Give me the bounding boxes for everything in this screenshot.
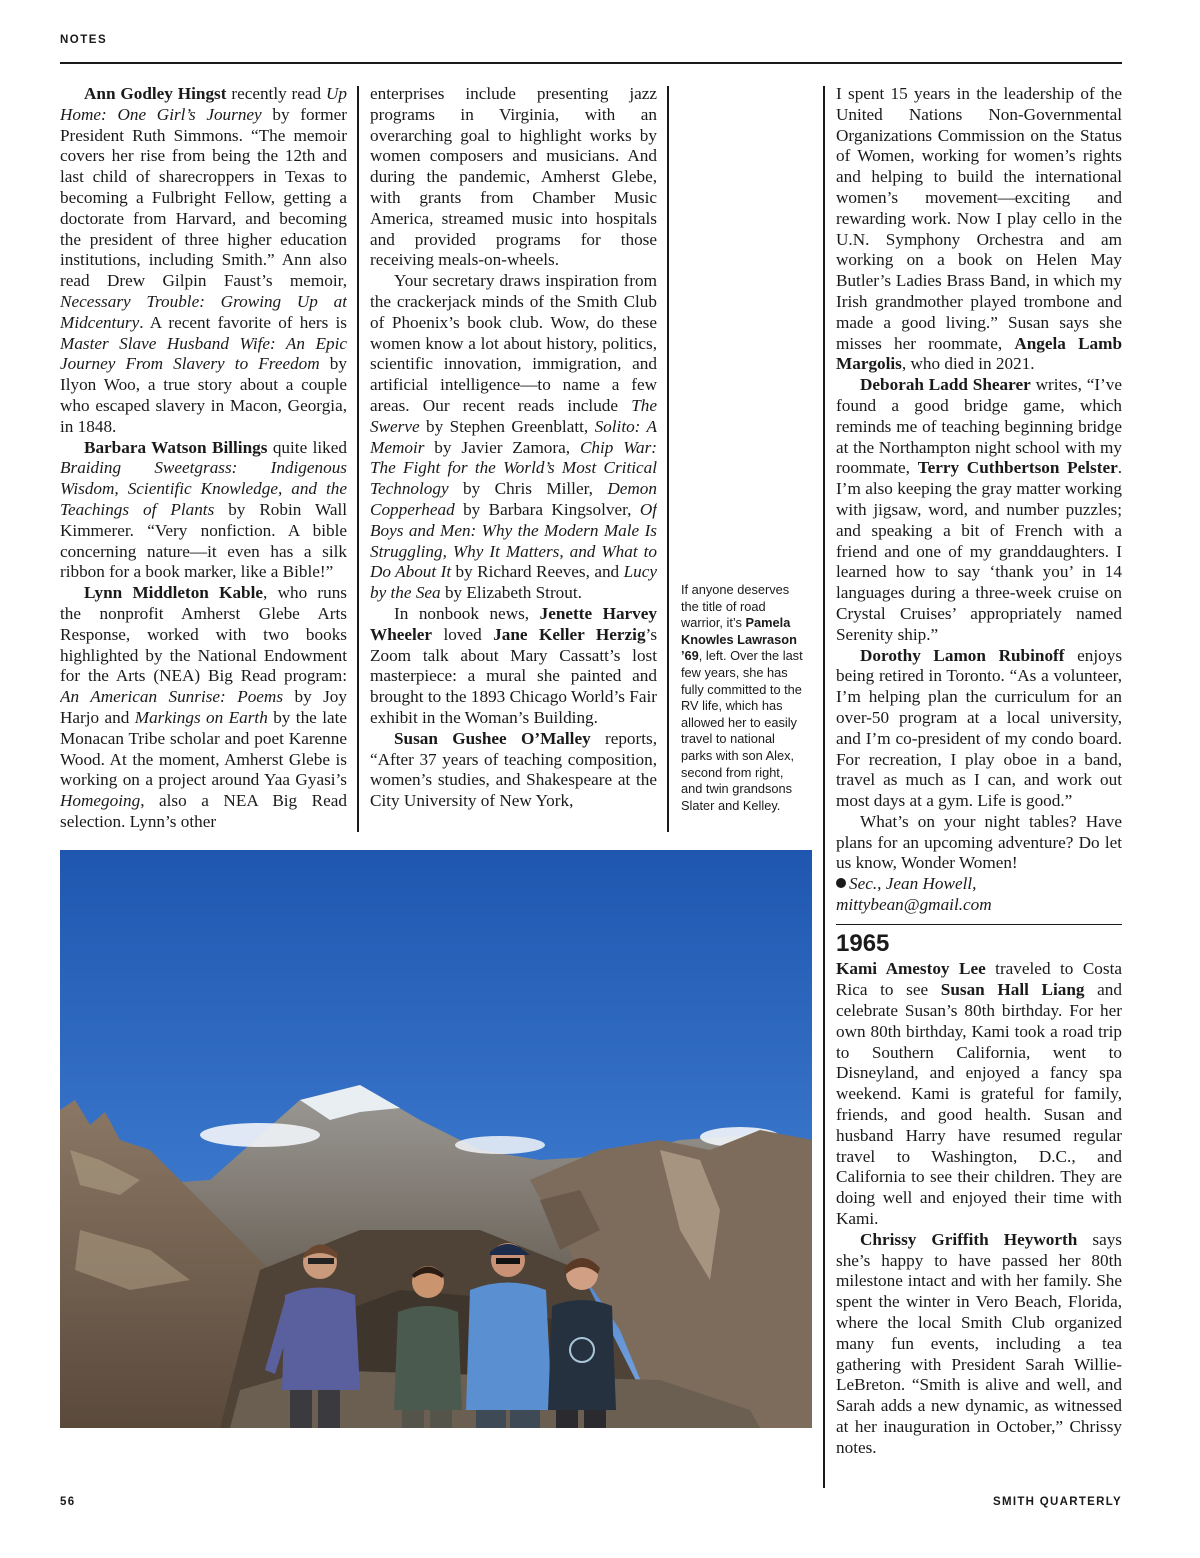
mountain-hikers-photo [60, 850, 812, 1428]
paragraph-book-club: Your secretary draws inspiration from the crackerjack minds of the Smith Club of Phoenix’s book club. Wow, do these women know a lot about history, politics, scientific innovation, immigration, and artificial intelligence—to name a few areas. Our recent reads include The Swerve by Stephen Greenblatt, Solito: A Memoir by Javier Zamora, Chip War: The Fight for the World’s Most Critical Technology by Chris Miller, Demon Copperhead by Barbara Kingsolver, Of Boys and Men: Why the Modern Male Is Struggling, Why It Matters, and What to Do About It by Richard Reeves, and Lucy by the Sea by Elizabeth Strout. [370, 271, 657, 603]
section-label: NOTES [60, 34, 108, 46]
book-title: Of Boys and Men: Why the Modern Male Is Struggling, Why It Matters, and What to Do About It [370, 499, 657, 582]
classmate-name: Ann Godley Hingst [84, 84, 227, 103]
column-1 [60, 84, 347, 838]
paragraph-kable: Lynn Middleton Kable, who runs the nonprofit Amherst Glebe Arts Response, worked with two books highlighted by the National Endowment for the Arts (NEA) Big Read program: An American Sunrise: Poems by Joy Harjo and Markings on Earth by the late Monacan Tribe scholar and poet Karenne Wood. At the moment, Amherst Glebe is working on a project around Yaa Gyasi’s Homegoing, also a NEA Big Read selection. Lynn’s other [60, 583, 347, 831]
caption-name: Pamela Knowles Lawrason ’69 [681, 615, 797, 664]
top-rule [60, 62, 1122, 64]
classmate-name: Jenette Harvey Wheeler [370, 603, 657, 644]
secretary-email[interactable]: mittybean@gmail.com [836, 895, 992, 915]
classmate-name: Lynn Middleton Kable [84, 583, 264, 603]
book-title: Markings on Earth [134, 707, 268, 727]
column-divider-3 [823, 86, 825, 1488]
paragraph-omalley: Susan Gushee O’Malley reports, “After 37 years of teaching composition, women’s studies, and Shakespeare at the City University of New York, [370, 728, 657, 811]
photo-caption: If anyone deserves the title of road warrior, it’s Pamela Knowles Lawrason ’69, left. Over the last few years, she has fully committed to the RV life, which has allowed her to easily travel to national parks with son Alex, second from right, and twin grandsons Slater and Kelley. [681, 582, 803, 813]
classmate-name: Deborah Ladd Shearer [860, 375, 1031, 395]
paragraph-rubinoff: Dorothy Lamon Rubinoff enjoys being retired in Toronto. “As a volunteer, I’m helping plan the curriculum for an over-50 program at a local university, and I’m co-president of my condo board. For recreation, I play oboe in a band, travel as much as I can, and work out most days at a gym. Life is good.” [836, 645, 1122, 811]
secretary-signature: Sec., Jean Howell, mittybean@gmail.com [836, 874, 992, 915]
book-title: Lucy by the Sea [370, 562, 657, 603]
column-divider-2 [667, 86, 669, 832]
book-title: Homegoing [60, 791, 141, 811]
paragraph-billings: Barbara Watson Billings quite liked Braiding Sweetgrass: Indigenous Wisdom, Scientific Knowledge, and the Teachings of Plants by Robin Wall Kimmerer. “Very nonfiction. A bible concerning nature—it even has a silk ribbon for a book marker, like a Bible!” [60, 437, 347, 582]
book-title: The Swerve [370, 395, 657, 436]
paragraph-wheeler: In nonbook news, Jenette Harvey Wheeler loved Jane Keller Herzig’s Zoom talk about Mary Cassatt’s lost masterpiece: a mural she painted and brought to the 1893 Chicago World’s Fair exhibit in the Woman’s Building. [370, 603, 657, 727]
book-title: Necessary Trouble: Growing Up at Midcentury [60, 291, 347, 332]
classmate-name: Terry Cuthbertson Pelster [917, 458, 1118, 478]
class-year-heading: 1965 [836, 930, 890, 958]
paragraph-heyworth: Chrissy Griffith Heyworth says she’s happy to have passed her 80th milestone intact and with her family. She spent the winter in Vero Beach, Florida, where the local Smith Club organized many fun events, including a tea gathering with President Sarah Willie-LeBreton. “Smith is alive and well, and Sarah adds a new dynamic, as witnessed at her inauguration in October,” Chrissy notes. [836, 1229, 1122, 1457]
paragraph-shearer: Deborah Ladd Shearer writes, “I’ve found a good bridge game, which reminds me of teaching beginning bridge at the Northampton night school with my roommate, Terry Cuthbertson Pelster. I’m also keeping the gray matter working with jigsaw, word, and number puzzles; and speaking a bit of French with a friend and one of my granddaughters. I learned how to say ‘thank you’ in 14 languages during a three-week cruise on Crystal Cruises’ appropriately named Serenity ship.” [836, 375, 1122, 644]
book-title: Master Slave Husband Wife: An Epic Journey From Slavery to Freedom [60, 333, 347, 374]
classmate-name: Barbara Watson Billings [84, 437, 268, 457]
bullet-dot-icon [836, 878, 846, 888]
page-number: 56 [60, 1496, 76, 1508]
column-divider-1 [357, 86, 359, 832]
book-title: Up Home: One Girl’s Journey [60, 84, 347, 124]
paragraph-kable-continued: enterprises include presenting jazz programs in Virginia, with an overarching goal to highlight works by women composers and musicians. And during the pandemic, Amherst Glebe, with grants from Chamber Music America, streamed music into hospitals and provided programs for those receiving meals-on-wheels. [370, 84, 657, 270]
book-title: Braiding Sweetgrass: Indigenous Wisdom, Scientific Knowledge, and the Teachings of Plants [60, 458, 347, 519]
classmate-name: Jane Keller Herzig [493, 624, 646, 644]
classmate-name: Angela Lamb Margolis [836, 333, 1122, 374]
book-title: An American Sunrise: Poems [60, 687, 284, 707]
publication-name: SMITH QUARTERLY [993, 1496, 1122, 1508]
classmate-name: Susan Hall Liang [940, 980, 1085, 1000]
paragraph-lee: Kami Amestoy Lee traveled to Costa Rica to see Susan Hall Liang and celebrate Susan’s 80th birthday. For her own 80th birthday, Kami took a road trip to Southern California, went to Disneyland, and enjoyed a fancy spa weekend. Kami is grateful for family, friends, and good health. Susan and husband Harry have resumed regular travel to Washington, D.C., and California to see their children. They are doing well and enjoyed their time with Kami. [836, 959, 1122, 1228]
classmate-name: Kami Amestoy Lee [836, 959, 986, 979]
book-title: Demon Copperhead [370, 479, 657, 519]
column-2 [370, 84, 657, 838]
paragraph-closing: What’s on your night tables? Have plans for an upcoming adventure? Do let us know, Wonder Women! [836, 811, 1122, 873]
book-title: Chip War: The Fight for the World’s Most Critical Technology [370, 437, 657, 499]
class-year-rule [836, 924, 1122, 926]
classmate-name: Chrissy Griffith Heyworth [860, 1229, 1078, 1249]
classmate-name: Susan Gushee O’Malley [394, 728, 591, 748]
classmate-name: Dorothy Lamon Rubinoff [860, 645, 1065, 665]
paragraph-hingst: Ann Godley Hingst recently read Up Home: One Girl’s Journey by former President Ruth Simmons. “The memoir covers her rise from being the 12th and last child of sharecroppers in Texas to becoming a Fulbright Fellow, getting a doctorate from Harvard, and becoming the president of three higher education institutions, including Smith.” Ann also read Drew Gilpin Faust’s memoir, Necessary Trouble: Growing Up at Midcentury. A recent favorite of hers is Master Slave Husband Wife: An Epic Journey From Slavery to Freedom by Ilyon Woo, a true story about a couple who escaped slavery in Macon, Georgia, in 1848. [60, 84, 347, 436]
paragraph-omalley-continued: I spent 15 years in the leadership of the United Nations Non-Governmental Organizations Commission on the Status of Women, working for women’s rights and helping to build the international women’s movement—exciting and rewarding work. Now I play cello in the U.N. Symphony Orchestra and am working on a book on Helen May Butler’s Ladies Brass Band, in which my Irish grandmother played trombone and made a good living.” Susan says she misses her roommate, Angela Lamb Margolis, who died in 2021. [836, 84, 1122, 374]
column-3 [836, 84, 1122, 1490]
book-title: Solito: A Memoir [370, 416, 657, 457]
